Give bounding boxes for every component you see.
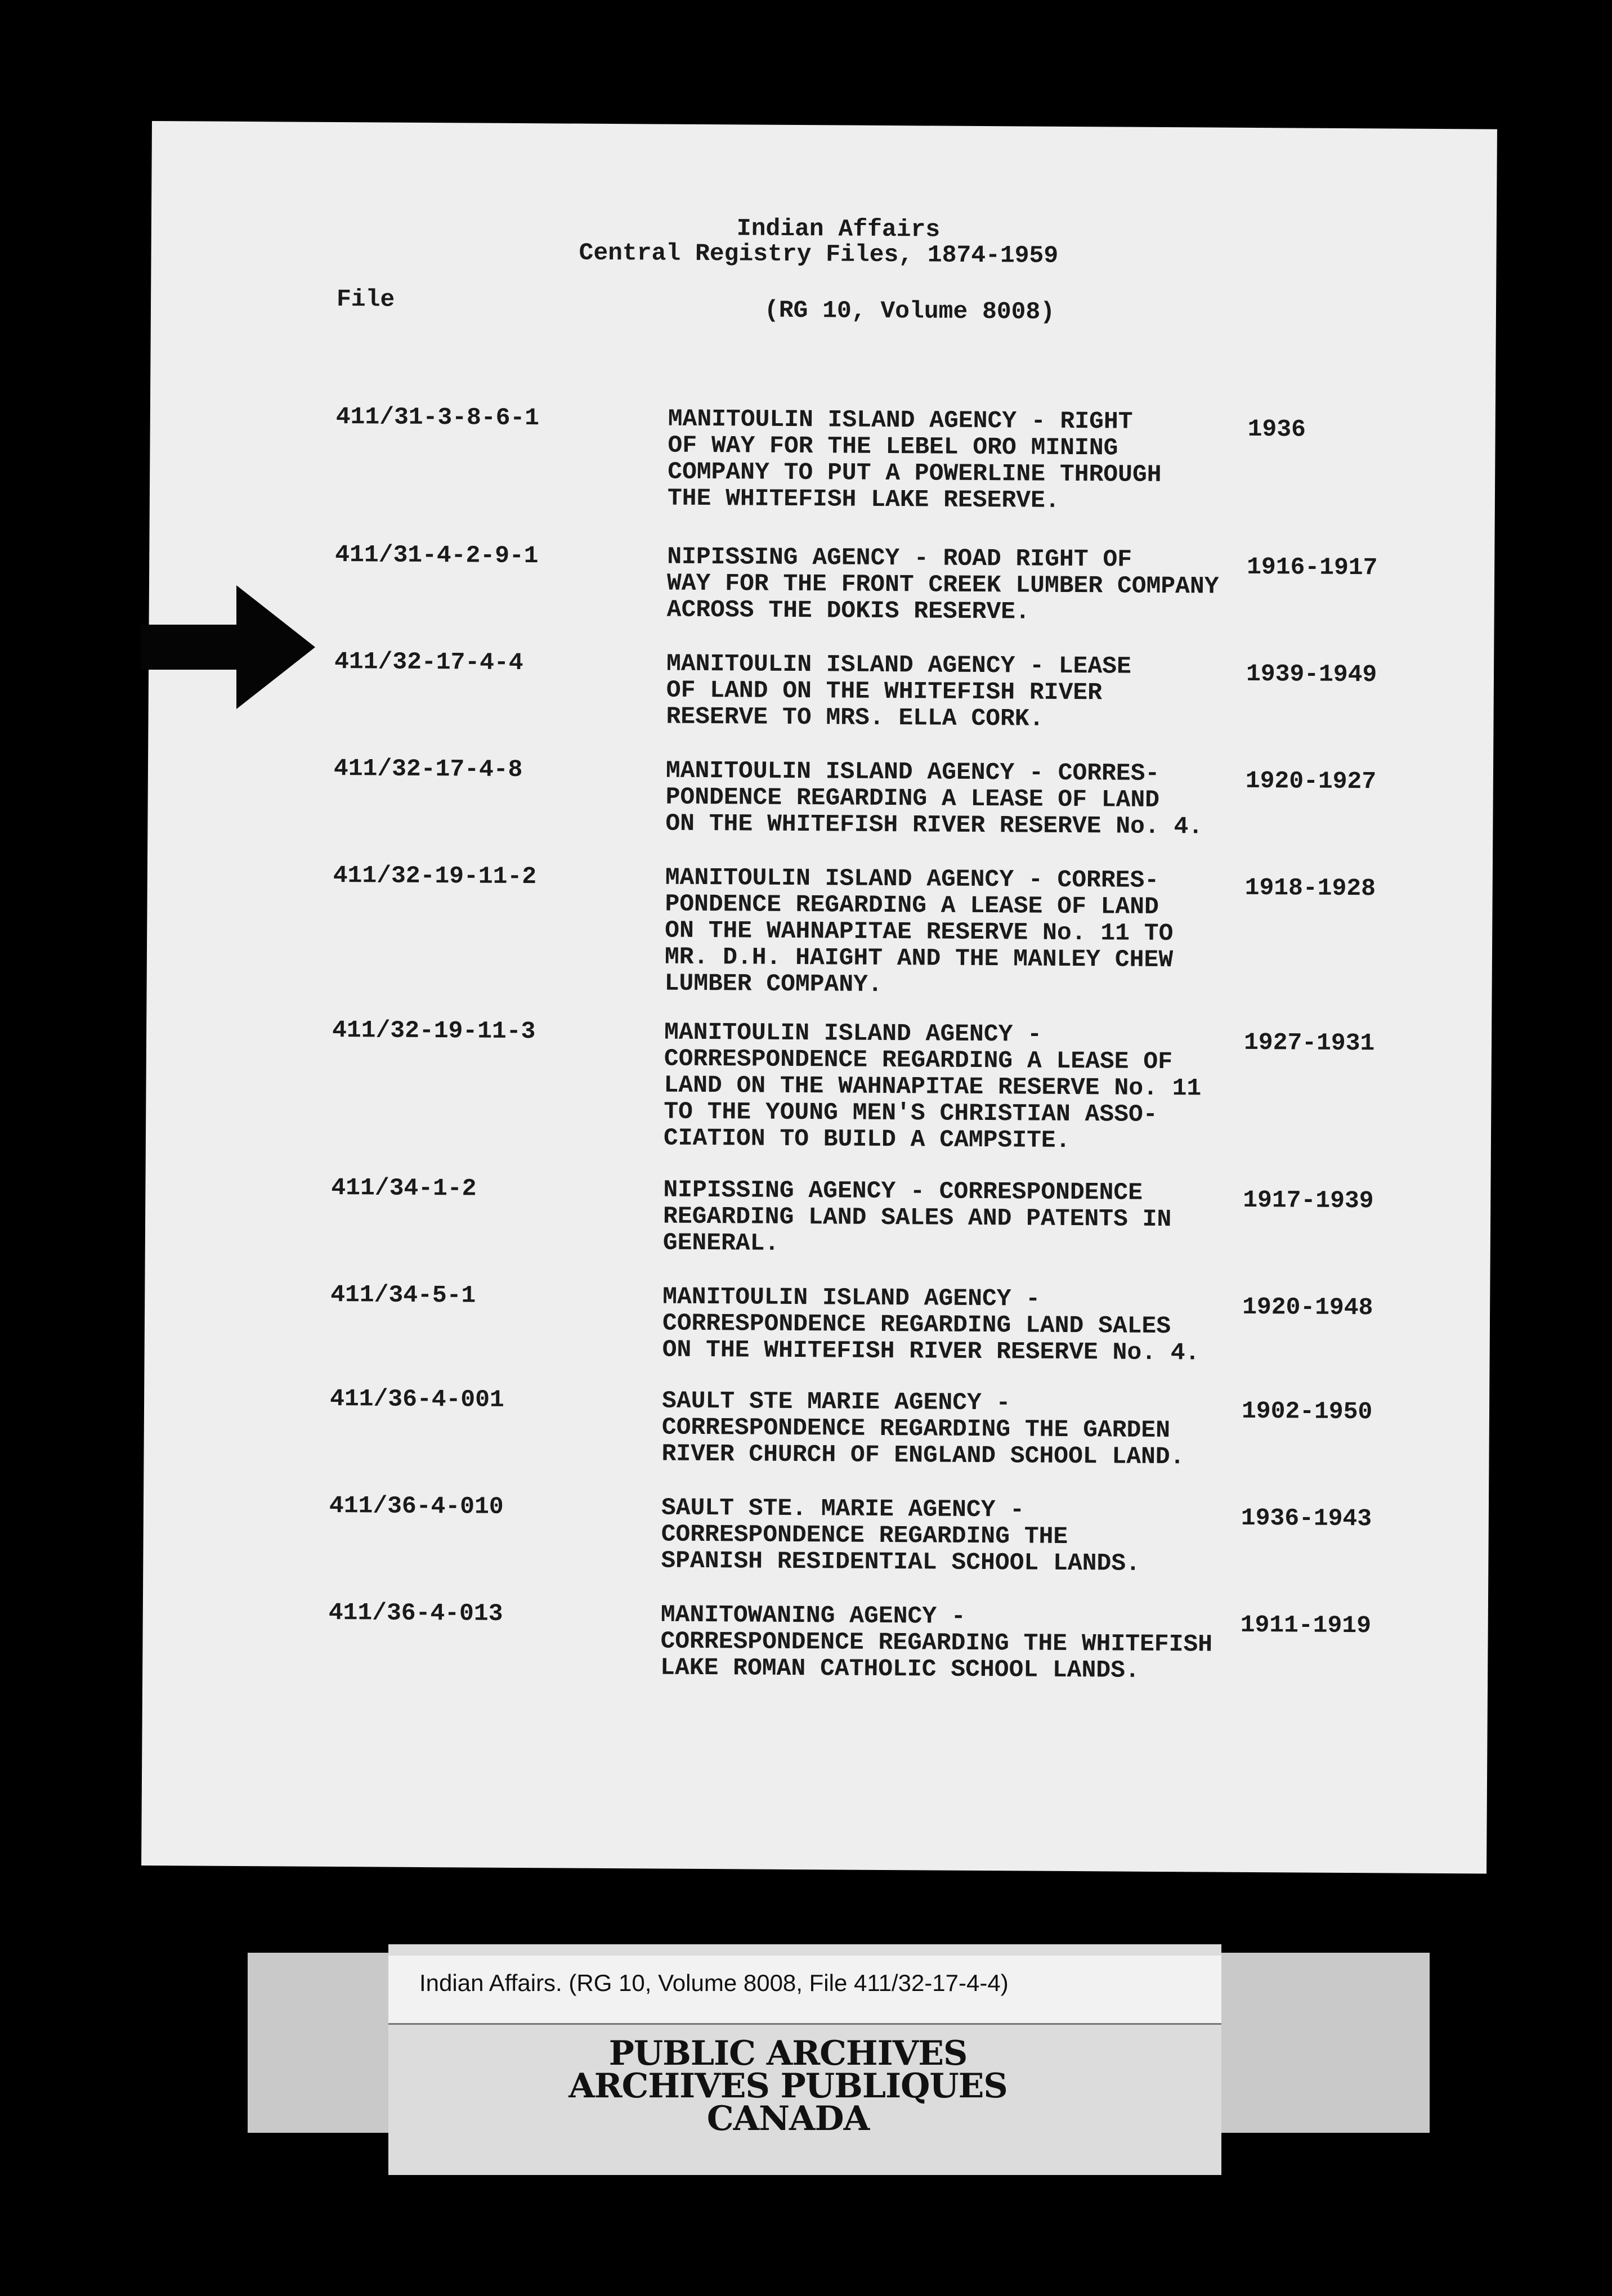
file-entry-row xyxy=(144,1384,1489,1471)
stamp-line: ARCHIVES PUBLIQUES xyxy=(568,2066,1008,2106)
file-date-range: 1916-1917 xyxy=(1247,553,1378,582)
file-code: 411/36-4-001 xyxy=(329,1384,504,1414)
file-date-range: 1917-1939 xyxy=(1243,1186,1374,1215)
file-description: NIPISSING AGENCY - ROAD RIGHT OF WAY FOR THE FRONT CREEK LUMBER COMPANY ACROSS THE DOKIS RESERVE. xyxy=(666,542,1219,626)
file-code: 411/32-19-11-2 xyxy=(333,861,537,891)
file-description: MANITOULIN ISLAND AGENCY - RIGHT OF WAY FOR THE LEBEL ORO MINING COMPANY TO PUT A POWERLINE THROUGH THE WHITEFISH LAKE RESERVE. xyxy=(667,405,1162,514)
file-description: SAULT STE. MARIE AGENCY - CORRESPONDENCE REGARDING THE SPANISH RESIDENTIAL SCHOOL LANDS. xyxy=(661,1494,1141,1577)
file-date-range: 1920-1948 xyxy=(1242,1293,1373,1322)
file-entry-row xyxy=(145,1280,1490,1367)
file-code: 411/32-17-4-4 xyxy=(334,647,523,677)
file-date-range: 1902-1950 xyxy=(1241,1397,1373,1426)
file-date-range: 1920-1927 xyxy=(1245,766,1377,796)
file-code: 411/31-3-8-6-1 xyxy=(335,403,540,432)
file-code: 411/36-4-010 xyxy=(329,1491,504,1521)
file-description: MANITOULIN ISLAND AGENCY - CORRES- PONDENCE REGARDING A LEASE OF LAND ON THE WHITEFISH RIVER RESERVE No. 4. xyxy=(665,756,1203,841)
stamp-line: PUBLIC ARCHIVES xyxy=(608,2034,968,2073)
file-entry-row xyxy=(148,754,1493,841)
file-entry-row xyxy=(149,540,1494,626)
file-code: 411/32-17-4-8 xyxy=(333,754,523,784)
file-code: 411/34-5-1 xyxy=(330,1280,476,1310)
header-volume: (RG 10, Volume 8008) xyxy=(764,296,1055,326)
file-column-label: File xyxy=(336,285,395,313)
file-date-range: 1936 xyxy=(1247,415,1306,443)
file-description: MANITOWANING AGENCY - CORRESPONDENCE REGARDING THE WHITEFISH LAKE ROMAN CATHOLIC SCHOOL LANDS. xyxy=(660,1600,1213,1684)
file-date-range: 1927-1931 xyxy=(1243,1028,1375,1057)
header-subtitle: Central Registry Files, 1874-1959 xyxy=(579,239,1059,270)
file-description: MANITOULIN ISLAND AGENCY - CORRES- PONDENCE REGARDING A LEASE OF LAND ON THE WAHNAPITAE RESERVE No. 11 TO MR. D.H. HAIGHT AND THE MANLEY CHEW LUMBER COMPANY. xyxy=(664,863,1174,998)
file-entry-row xyxy=(146,1016,1492,1154)
file-entry-row xyxy=(149,647,1494,733)
header-title: Indian Affairs xyxy=(736,214,941,244)
file-date-range: 1918-1928 xyxy=(1244,873,1376,903)
file-description: MANITOULIN ISLAND AGENCY - CORRESPONDENCE REGARDING LAND SALES ON THE WHITEFISH RIVER RESERVE No. 4. xyxy=(662,1282,1200,1367)
file-entry-row xyxy=(143,1598,1488,1684)
file-entry-row xyxy=(147,861,1493,998)
file-entry-row xyxy=(150,402,1495,514)
file-date-range: 1936-1943 xyxy=(1241,1504,1372,1533)
file-description: SAULT STE MARIE AGENCY - CORRESPONDENCE REGARDING THE GARDEN RIVER CHURCH OF ENGLAND SCHOOL LAND. xyxy=(661,1387,1185,1471)
file-entry-row xyxy=(144,1491,1489,1577)
file-code: 411/32-19-11-3 xyxy=(332,1016,536,1046)
file-code: 411/34-1-2 xyxy=(331,1173,477,1203)
file-date-range: 1939-1949 xyxy=(1246,660,1377,689)
document-page xyxy=(141,121,1497,1874)
arrow-right-icon xyxy=(141,585,315,709)
file-code: 411/36-4-013 xyxy=(328,1598,503,1627)
file-description: MANITOULIN ISLAND AGENCY - CORRESPONDENCE REGARDING A LEASE OF LAND ON THE WAHNAPITAE RESERVE No. 11 TO THE YOUNG MEN'S CHRISTIAN ASSO- CIATION TO BUILD A CAMPSITE. xyxy=(663,1018,1202,1154)
archives-stamp xyxy=(563,2034,1013,2138)
file-code: 411/31-4-2-9-1 xyxy=(335,541,539,570)
file-date-range: 1911-1919 xyxy=(1240,1611,1372,1640)
stamp-line: CANADA xyxy=(706,2099,870,2138)
file-description: MANITOULIN ISLAND AGENCY - LEASE OF LAND ON THE WHITEFISH RIVER RESERVE TO MRS. ELLA CORK. xyxy=(666,649,1131,733)
file-description: NIPISSING AGENCY - CORRESPONDENCE REGARDING LAND SALES AND PATENTS IN GENERAL. xyxy=(662,1176,1172,1257)
archive-reference-text: Indian Affairs. (RG 10, Volume 8008, File 411/32-17-4-4) xyxy=(419,1970,1009,1996)
file-entry-row xyxy=(146,1173,1491,1257)
